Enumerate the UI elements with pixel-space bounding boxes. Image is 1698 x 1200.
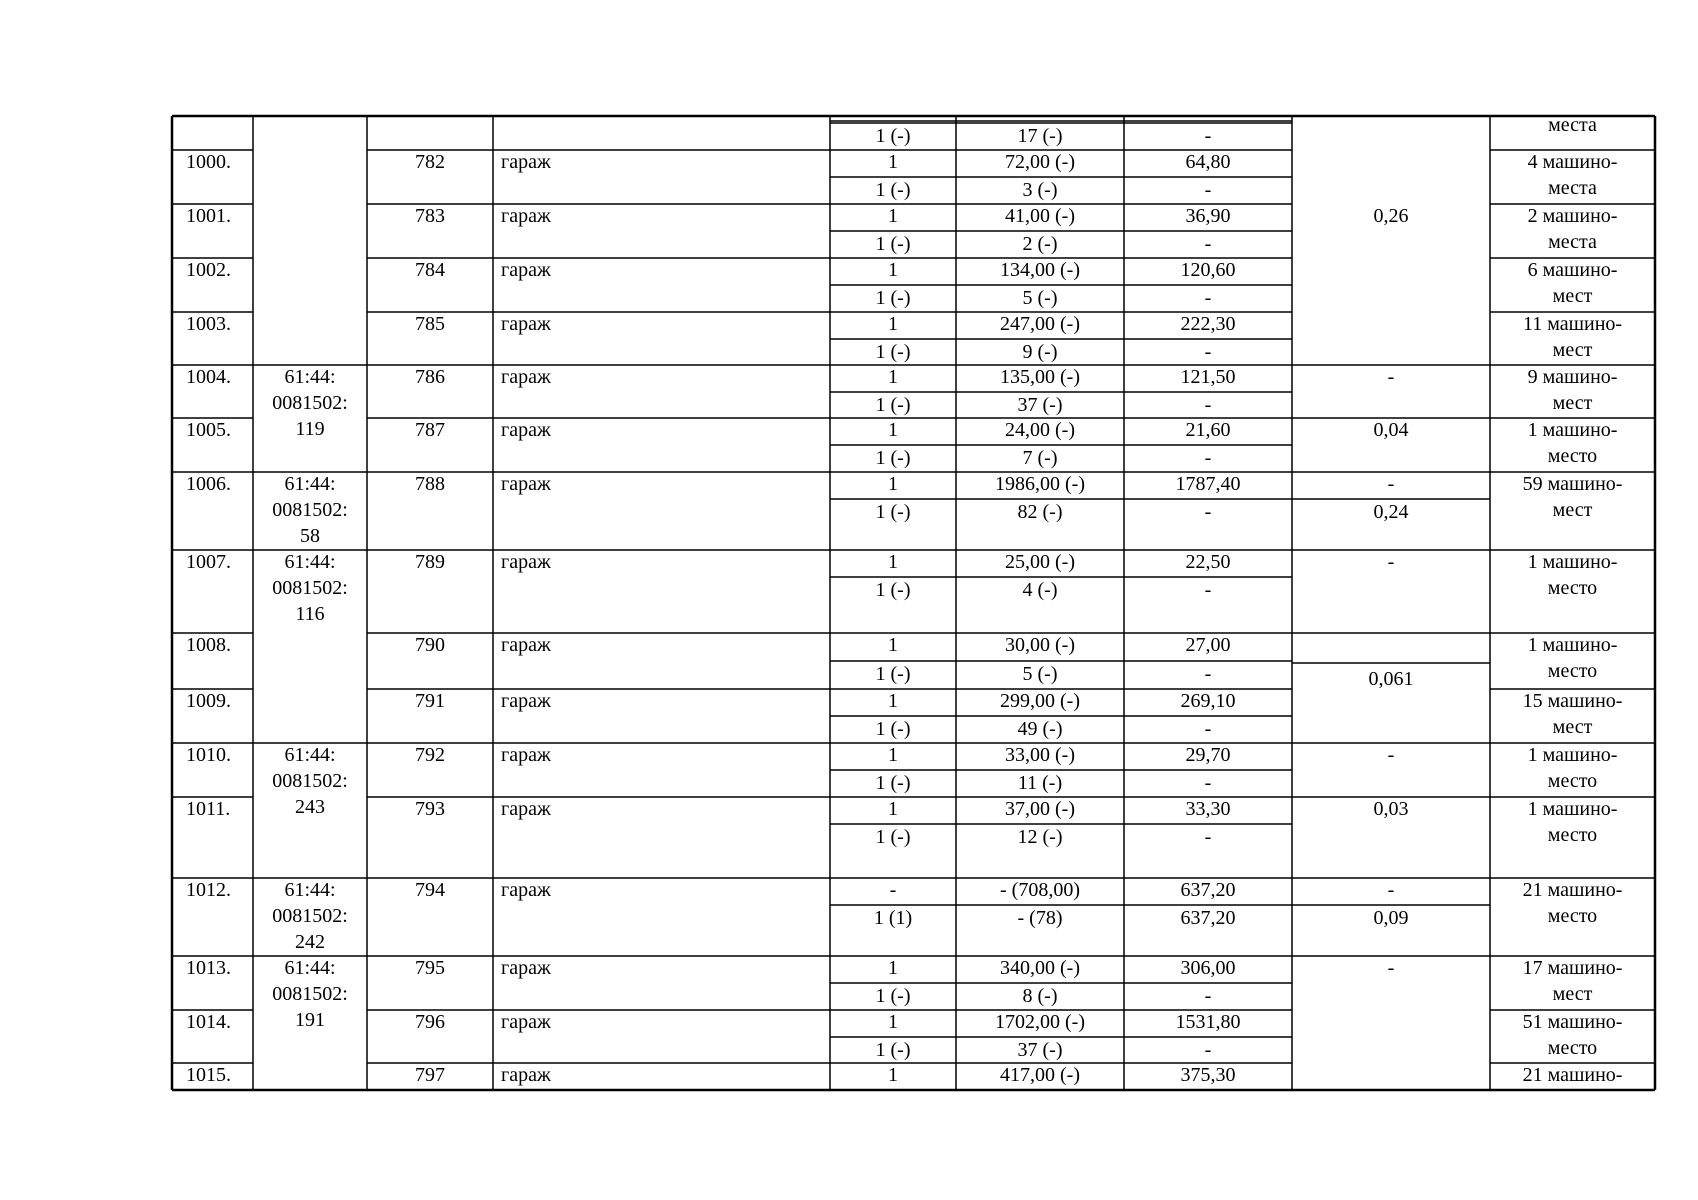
object-type: гараж [501, 259, 551, 281]
area-cell: 30,00 (-) [1005, 634, 1075, 656]
area-cell: 37 (-) [1017, 1039, 1063, 1061]
area-cell: 17 (-) [1017, 125, 1063, 147]
object-number: 791 [415, 690, 445, 712]
object-type: гараж [501, 957, 551, 979]
note-cell: место [1547, 905, 1598, 927]
value-cell: - [1204, 447, 1212, 469]
count-cell: 1 [888, 419, 898, 441]
note-cell: место [1547, 577, 1598, 599]
cadastral-number: 242 [295, 931, 325, 953]
object-type: гараж [501, 205, 551, 227]
count-cell: 1 [888, 205, 898, 227]
note-cell: мест [1552, 983, 1593, 1005]
object-number: 784 [415, 259, 445, 281]
count-cell: 1 [888, 634, 898, 656]
cadastral-number: 0081502: [272, 983, 348, 1005]
area-cell: - (78) [1017, 907, 1063, 929]
note-cell: 1 машино- [1527, 551, 1618, 573]
note-cell: места [1548, 177, 1597, 199]
value-cell: 306,00 [1180, 957, 1236, 979]
count-cell: 1 [888, 366, 898, 388]
value-cell: 1531,80 [1175, 1011, 1241, 1033]
note-cell: мест [1552, 285, 1593, 307]
object-type: гараж [501, 1011, 551, 1033]
value-cell: - [1204, 1039, 1212, 1061]
share-cell: - [1387, 551, 1395, 573]
note-cell: место [1547, 1037, 1598, 1059]
count-cell: 1 [888, 1064, 898, 1086]
count-cell: 1 (-) [875, 579, 911, 601]
count-cell: 1 [888, 551, 898, 573]
value-cell: - [1204, 985, 1212, 1007]
area-cell: 3 (-) [1022, 179, 1058, 201]
note-cell: место [1547, 660, 1598, 682]
row-number: 1012. [186, 879, 231, 901]
area-cell: 4 (-) [1022, 579, 1058, 601]
value-cell: - [1204, 341, 1212, 363]
object-number: 794 [415, 879, 445, 901]
object-type: гараж [501, 313, 551, 335]
count-cell: 1 (-) [875, 125, 911, 147]
row-number: 1000. [186, 151, 231, 173]
area-cell: 299,00 (-) [1000, 690, 1080, 712]
share-cell: 0,09 [1373, 907, 1409, 929]
note-cell: 1 машино- [1527, 744, 1618, 766]
object-type: гараж [501, 151, 551, 173]
note-cell: 11 машино- [1522, 313, 1623, 335]
value-cell: - [1204, 826, 1212, 848]
value-cell: - [1204, 233, 1212, 255]
area-cell: 72,00 (-) [1005, 151, 1075, 173]
count-cell: 1 [888, 690, 898, 712]
value-cell: 637,20 [1180, 907, 1236, 929]
value-cell: - [1204, 772, 1212, 794]
count-cell: 1 [888, 259, 898, 281]
value-cell: 36,90 [1185, 205, 1231, 227]
note-cell: места [1548, 114, 1597, 136]
area-cell: 5 (-) [1022, 663, 1058, 685]
row-number: 1006. [186, 473, 231, 495]
share-cell: 0,04 [1373, 419, 1409, 441]
object-number: 789 [415, 551, 445, 573]
object-type: гараж [501, 634, 551, 656]
note-cell: 51 машино- [1522, 1011, 1623, 1033]
share-cell: - [1387, 473, 1395, 495]
count-cell: 1 (-) [875, 1039, 911, 1061]
row-number: 1008. [186, 634, 231, 656]
object-number: 790 [415, 634, 445, 656]
value-cell: - [1204, 179, 1212, 201]
value-cell: - [1204, 394, 1212, 416]
area-cell: 1986,00 (-) [995, 473, 1085, 495]
value-cell: 27,00 [1185, 634, 1231, 656]
cadastral-number: 61:44: [284, 957, 336, 979]
count-cell: 1 (-) [875, 772, 911, 794]
count-cell: 1 (-) [875, 718, 911, 740]
count-cell: 1 (-) [875, 287, 911, 309]
row-number: 1010. [186, 744, 231, 766]
area-cell: 340,00 (-) [1000, 957, 1080, 979]
share-cell: - [1387, 744, 1395, 766]
share-cell: 0,24 [1373, 501, 1409, 523]
object-number: 783 [415, 205, 445, 227]
note-cell: 21 машино- [1522, 1064, 1623, 1086]
area-cell: 37 (-) [1017, 394, 1063, 416]
object-type: гараж [501, 473, 551, 495]
note-cell: 1 машино- [1527, 798, 1618, 820]
value-cell: 33,30 [1185, 798, 1231, 820]
value-cell: - [1204, 501, 1212, 523]
value-cell: 120,60 [1180, 259, 1236, 281]
value-cell: 29,70 [1185, 744, 1231, 766]
area-cell: 33,00 (-) [1005, 744, 1075, 766]
object-number: 786 [415, 366, 445, 388]
value-cell: - [1204, 125, 1212, 147]
object-number: 787 [415, 419, 445, 441]
area-cell: 8 (-) [1022, 985, 1058, 1007]
area-cell: 49 (-) [1017, 718, 1063, 740]
share-cell: 0,26 [1373, 205, 1409, 227]
row-number: 1011. [186, 798, 231, 820]
note-cell: 59 машино- [1522, 473, 1623, 495]
row-number: 1007. [186, 551, 231, 573]
cadastral-number: 0081502: [272, 577, 348, 599]
cadastral-number: 0081502: [272, 392, 348, 414]
note-cell: места [1548, 231, 1597, 253]
row-number: 1001. [186, 205, 231, 227]
share-cell: - [1387, 366, 1395, 388]
count-cell: 1 (-) [875, 179, 911, 201]
row-number: 1014. [186, 1011, 231, 1033]
area-cell: 25,00 (-) [1005, 551, 1075, 573]
area-cell: 134,00 (-) [1000, 259, 1080, 281]
cadastral-number: 61:44: [284, 879, 336, 901]
object-number: 793 [415, 798, 445, 820]
area-cell: 417,00 (-) [1000, 1064, 1080, 1086]
share-cell: 0,03 [1373, 798, 1409, 820]
area-cell: 135,00 (-) [1000, 366, 1080, 388]
count-cell: 1 (-) [875, 233, 911, 255]
count-cell: 1 [888, 473, 898, 495]
object-number: 792 [415, 744, 445, 766]
area-cell: 2 (-) [1022, 233, 1058, 255]
count-cell: 1 (1) [873, 907, 913, 929]
note-cell: мест [1552, 339, 1593, 361]
value-cell: - [1204, 663, 1212, 685]
count-cell: 1 (-) [875, 985, 911, 1007]
object-type: гараж [501, 1064, 551, 1086]
object-number: 795 [415, 957, 445, 979]
note-cell: мест [1552, 392, 1593, 414]
cadastral-number: 0081502: [272, 770, 348, 792]
object-type: гараж [501, 366, 551, 388]
value-cell: 222,30 [1180, 313, 1236, 335]
value-cell: 269,10 [1180, 690, 1236, 712]
area-cell: 82 (-) [1017, 501, 1063, 523]
row-number: 1009. [186, 690, 231, 712]
area-cell: 247,00 (-) [1000, 313, 1080, 335]
cadastral-number: 61:44: [284, 473, 336, 495]
value-cell: - [1204, 579, 1212, 601]
note-cell: 1 машино- [1527, 419, 1618, 441]
value-cell: 375,30 [1180, 1064, 1236, 1086]
value-cell: 21,60 [1185, 419, 1231, 441]
share-cell: - [1387, 879, 1395, 901]
row-number: 1005. [186, 419, 231, 441]
object-type: гараж [501, 879, 551, 901]
value-cell: - [1204, 287, 1212, 309]
cadastral-number: 58 [300, 525, 320, 547]
count-cell: 1 (-) [875, 501, 911, 523]
object-number: 788 [415, 473, 445, 495]
share-cell: - [1387, 957, 1395, 979]
area-cell: 9 (-) [1022, 341, 1058, 363]
object-number: 797 [415, 1064, 445, 1086]
note-cell: мест [1552, 716, 1593, 738]
note-cell: 4 машино- [1527, 151, 1618, 173]
note-cell: мест [1552, 499, 1593, 521]
cadastral-number: 243 [295, 796, 325, 818]
object-number: 785 [415, 313, 445, 335]
value-cell: 64,80 [1185, 151, 1231, 173]
count-cell: 1 [888, 1011, 898, 1033]
object-type: гараж [501, 798, 551, 820]
cadastral-number: 116 [295, 603, 325, 625]
note-cell: 21 машино- [1522, 879, 1623, 901]
cadastral-number: 61:44: [284, 551, 336, 573]
area-cell: 24,00 (-) [1005, 419, 1075, 441]
row-number: 1015. [186, 1064, 231, 1086]
note-cell: 2 машино- [1527, 205, 1618, 227]
cadastral-number: 0081502: [272, 499, 348, 521]
count-cell: 1 (-) [875, 341, 911, 363]
count-cell: 1 (-) [875, 663, 911, 685]
note-cell: 9 машино- [1527, 366, 1618, 388]
note-cell: место [1547, 824, 1598, 846]
count-cell: 1 [888, 957, 898, 979]
note-cell: 17 машино- [1522, 957, 1623, 979]
object-type: гараж [501, 419, 551, 441]
note-cell: 6 машино- [1527, 259, 1618, 281]
cadastral-number: 0081502: [272, 905, 348, 927]
count-cell: 1 [888, 313, 898, 335]
row-number: 1004. [186, 366, 231, 388]
area-cell: - (708,00) [1000, 879, 1080, 901]
area-cell: 1702,00 (-) [995, 1011, 1085, 1033]
area-cell: 37,00 (-) [1005, 798, 1075, 820]
row-number: 1003. [186, 313, 231, 335]
note-cell: 1 машино- [1527, 634, 1618, 656]
value-cell: 637,20 [1180, 879, 1236, 901]
count-cell: 1 [888, 744, 898, 766]
count-cell: - [889, 879, 897, 901]
cadastral-number: 191 [295, 1009, 325, 1031]
count-cell: 1 (-) [875, 447, 911, 469]
value-cell: 1787,40 [1175, 473, 1241, 495]
object-type: гараж [501, 744, 551, 766]
value-cell: 22,50 [1185, 551, 1231, 573]
object-number: 796 [415, 1011, 445, 1033]
row-number: 1013. [186, 957, 231, 979]
share-cell: 0,061 [1368, 668, 1414, 690]
cadastral-number: 61:44: [284, 744, 336, 766]
count-cell: 1 [888, 798, 898, 820]
count-cell: 1 (-) [875, 394, 911, 416]
area-cell: 41,00 (-) [1005, 205, 1075, 227]
area-cell: 12 (-) [1017, 826, 1063, 848]
value-cell: - [1204, 718, 1212, 740]
area-cell: 5 (-) [1022, 287, 1058, 309]
note-cell: 15 машино- [1522, 690, 1623, 712]
value-cell: 121,50 [1180, 366, 1236, 388]
cadastral-number: 119 [295, 418, 325, 440]
note-cell: место [1547, 445, 1598, 467]
count-cell: 1 [888, 151, 898, 173]
area-cell: 11 (-) [1017, 772, 1063, 794]
count-cell: 1 (-) [875, 826, 911, 848]
cadastral-number: 61:44: [284, 366, 336, 388]
row-number: 1002. [186, 259, 231, 281]
object-type: гараж [501, 551, 551, 573]
note-cell: место [1547, 770, 1598, 792]
area-cell: 7 (-) [1022, 447, 1058, 469]
object-type: гараж [501, 690, 551, 712]
object-number: 782 [415, 151, 445, 173]
